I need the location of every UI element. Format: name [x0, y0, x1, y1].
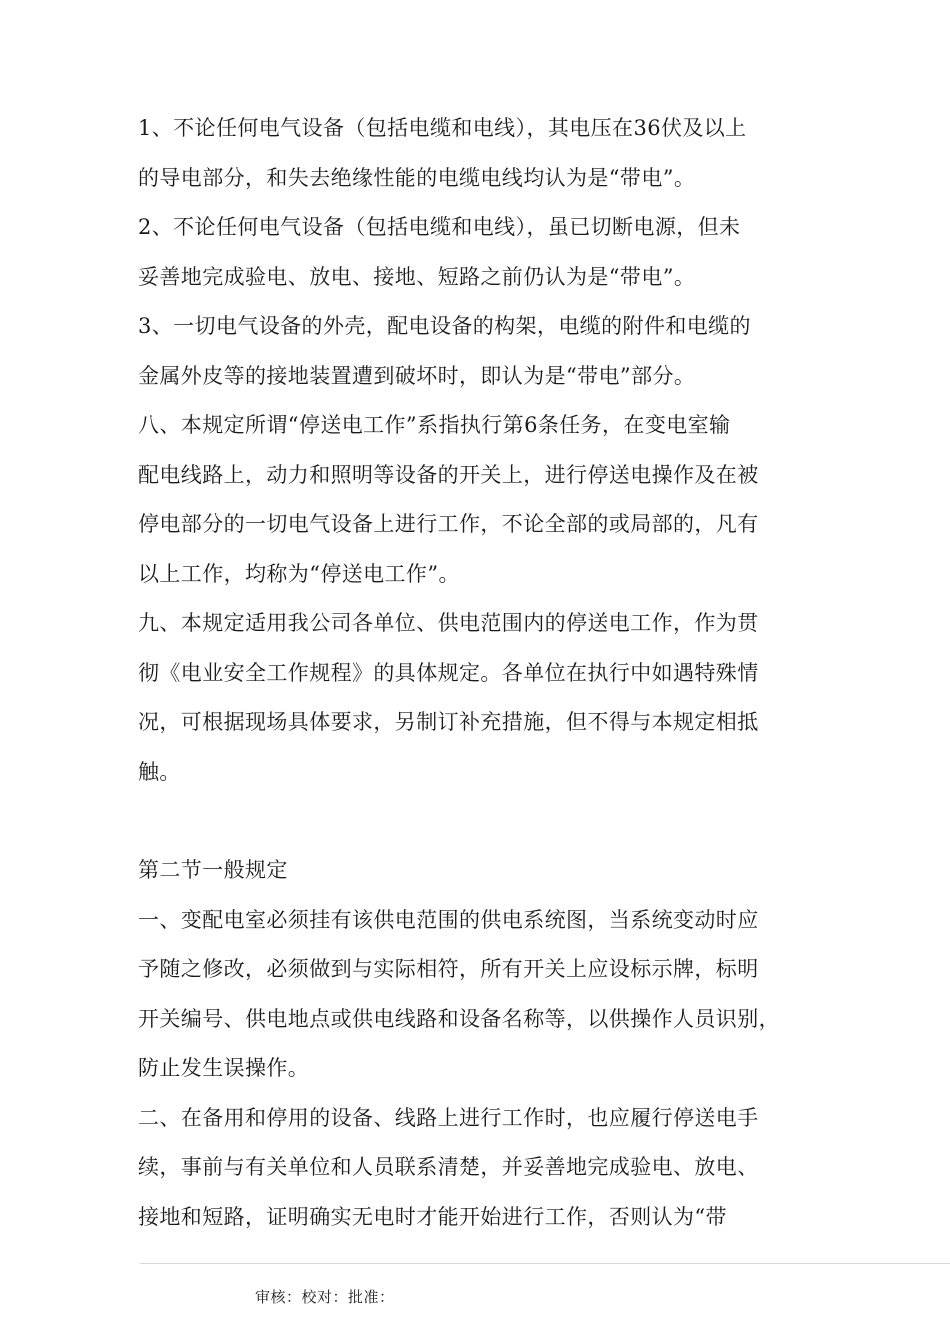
paragraph-line: 以上工作，均称为“停送电工作”。: [138, 561, 460, 586]
paragraph-line: 八、本规定所谓“停送电工作”系指执行第6条任务，在变电室输: [138, 413, 731, 437]
section-line: 予随之修改，必须做到与实际相符，所有开关上应设标示牌，标明: [138, 957, 759, 981]
paragraph-line: 3、一切电气设备的外壳，配电设备的构架，电缆的附件和电缆的: [138, 314, 751, 338]
section-line: 防止发生误操作。: [138, 1056, 310, 1080]
footer-divider: [140, 1263, 950, 1264]
paragraph-line: 停电部分的一切电气设备上进行工作，不论全部的或局部的，凡有: [138, 512, 759, 536]
paragraph-line: 触。: [138, 759, 181, 784]
paragraph-line: 金属外皮等的接地装置遭到破坏时，即认为是“带电”部分。: [138, 363, 696, 388]
paragraph-line: 的导电部分，和失去绝缘性能的电缆电线均认为是“带电”。: [138, 165, 696, 190]
paragraph-line: 彻《电业安全工作规程》的具体规定。各单位在执行中如遇特殊情: [138, 660, 759, 685]
section-line: 接地和短路，证明确实无电时才能开始进行工作，否则认为“带: [138, 1204, 727, 1229]
paragraph-line: 1、不论任何电气设备（包括电缆和电线），其电压在36伏及以上: [138, 116, 747, 140]
section-line: 开关编号、供电地点或供电线路和设备名称等，以供操作人员识别，: [138, 1006, 780, 1031]
paragraph-line: 配电线路上，动力和照明等设备的开关上，进行停送电操作及在被: [138, 462, 759, 487]
paragraph-line: 妥善地完成验电、放电、接地、短路之前仍认为是“带电”。: [138, 264, 696, 289]
paragraph-line: 九、本规定适用我公司各单位、供电范围内的停送电工作，作为贯: [138, 611, 759, 635]
paragraph-line: 况，可根据现场具体要求，另制订补充措施，但不得与本规定相抵: [138, 710, 759, 734]
document-body: [138, 104, 838, 1242]
footer-signature-line: 审核：校对：批准：: [255, 1288, 395, 1306]
paragraph-line: 2、不论任何电气设备（包括电缆和电线），虽已切断电源，但未: [138, 215, 741, 239]
section-line: 一、变配电室必须挂有该供电范围的供电系统图，当系统变动时应: [138, 907, 759, 932]
section-line: 续，事前与有关单位和人员联系清楚，并妥善地完成验电、放电、: [138, 1155, 759, 1179]
section-line: 二、在备用和停用的设备、线路上进行工作时，也应履行停送电手: [138, 1105, 759, 1130]
section-heading: 第二节一般规定: [138, 858, 288, 882]
